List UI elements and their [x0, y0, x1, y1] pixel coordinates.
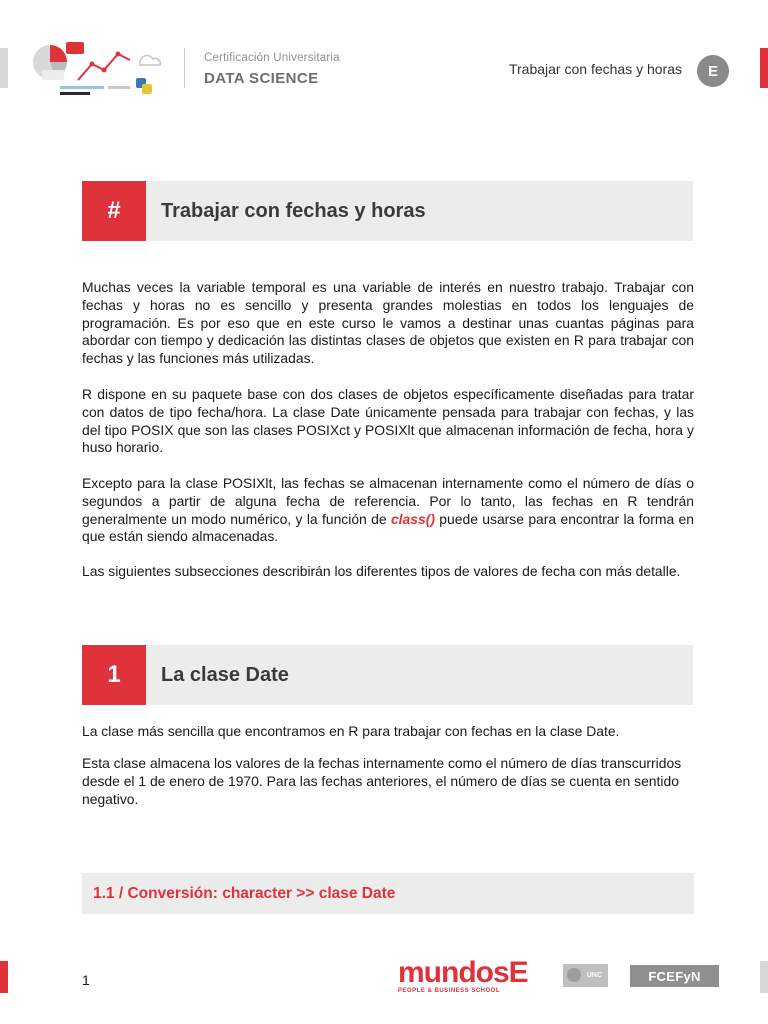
unc-seal-icon — [567, 968, 581, 982]
paragraph-storage-text: Excepto para la clase POSIXlt, las fechas se almacenan internamente como el número de días o segundos a partir de alguna fecha de referencia. Por lo tanto, las fechas en R tendrán generalmente un modo numérico, y la función de — [82, 475, 694, 527]
paragraph-subsections: Las siguientes subsecciones describirán los diferentes tipos de valores de fecha con más detalle. — [82, 563, 681, 579]
brand-tagline: PEOPLE & BUSINESS SCHOOL — [398, 988, 501, 994]
brand-wordmark: mundosE — [398, 956, 528, 989]
mundose-logo — [398, 958, 532, 994]
paragraph-storage — [82, 475, 694, 546]
unc-label: UNC — [586, 972, 602, 979]
paragraph-date-intro: La clase más sencilla que encontramos en R para trabajar con fechas en la clase Date. — [82, 723, 620, 739]
class-function-code: class() — [390, 510, 435, 527]
section-header-date — [82, 645, 693, 705]
subsection-header — [82, 873, 694, 914]
paragraph-date-storage: Esta clase almacena los valores de la fechas internamente como el número de días transcurridos desde el 1 de enero de 1970. Para las fechas anteriores, el número de días se cuenta en sentido negativo. — [82, 755, 682, 807]
edge-tab-top-left — [0, 48, 8, 88]
page-number: 1 — [82, 972, 90, 988]
section-marker: # — [82, 181, 146, 241]
subsection-title: 1.1 / Conversión: character >> clase Date — [93, 885, 396, 902]
fcefyn-logo: FCEFyN — [630, 965, 719, 987]
section-marker: 1 — [82, 645, 146, 705]
edge-tab-bottom-left — [0, 961, 8, 993]
data-science-logo — [22, 40, 172, 98]
edge-tab-top-right — [760, 48, 768, 88]
section-title: Trabajar con fechas y horas — [161, 200, 426, 222]
header-divider — [184, 48, 185, 88]
header-title: DATA SCIENCE — [204, 70, 319, 87]
unc-logo — [563, 964, 608, 987]
header-topic: Trabajar con fechas y horas — [508, 61, 682, 77]
paragraph-storage-text-end: puede usarse para encontrar la forma en que están siendo almacenadas. — [82, 510, 694, 545]
module-badge: E — [697, 55, 729, 87]
section-header-intro — [82, 181, 693, 241]
paragraph-classes: R dispone en su paquete base con dos clases de objetos específicamente diseñadas para tratar con datos de tipo fecha/hora. La clase Date únicamente pensada para trabajar con fechas, y las del tipo POSIX que son las clases POSIXct y POSIXlt que almacenan información de fecha, hora y huso horario. — [82, 386, 694, 456]
paragraph-intro: Muchas veces la variable temporal es una variable de interés en nuestro trabajo. Trabajar con fechas y horas no es sencillo y presenta grandes molestias en todos los lenguajes de programación. Es por eso que en este curso le vamos a destinar unas cuantas páginas para abordar con tiempo y dedicación las distintas clases de objetos que existen en R para trabajar con fechas y las funciones más utilizadas. — [82, 279, 694, 367]
header-subtitle: Certificación Universitaria — [204, 52, 340, 64]
edge-tab-bottom-right — [760, 961, 768, 993]
section-title: La clase Date — [161, 664, 289, 686]
